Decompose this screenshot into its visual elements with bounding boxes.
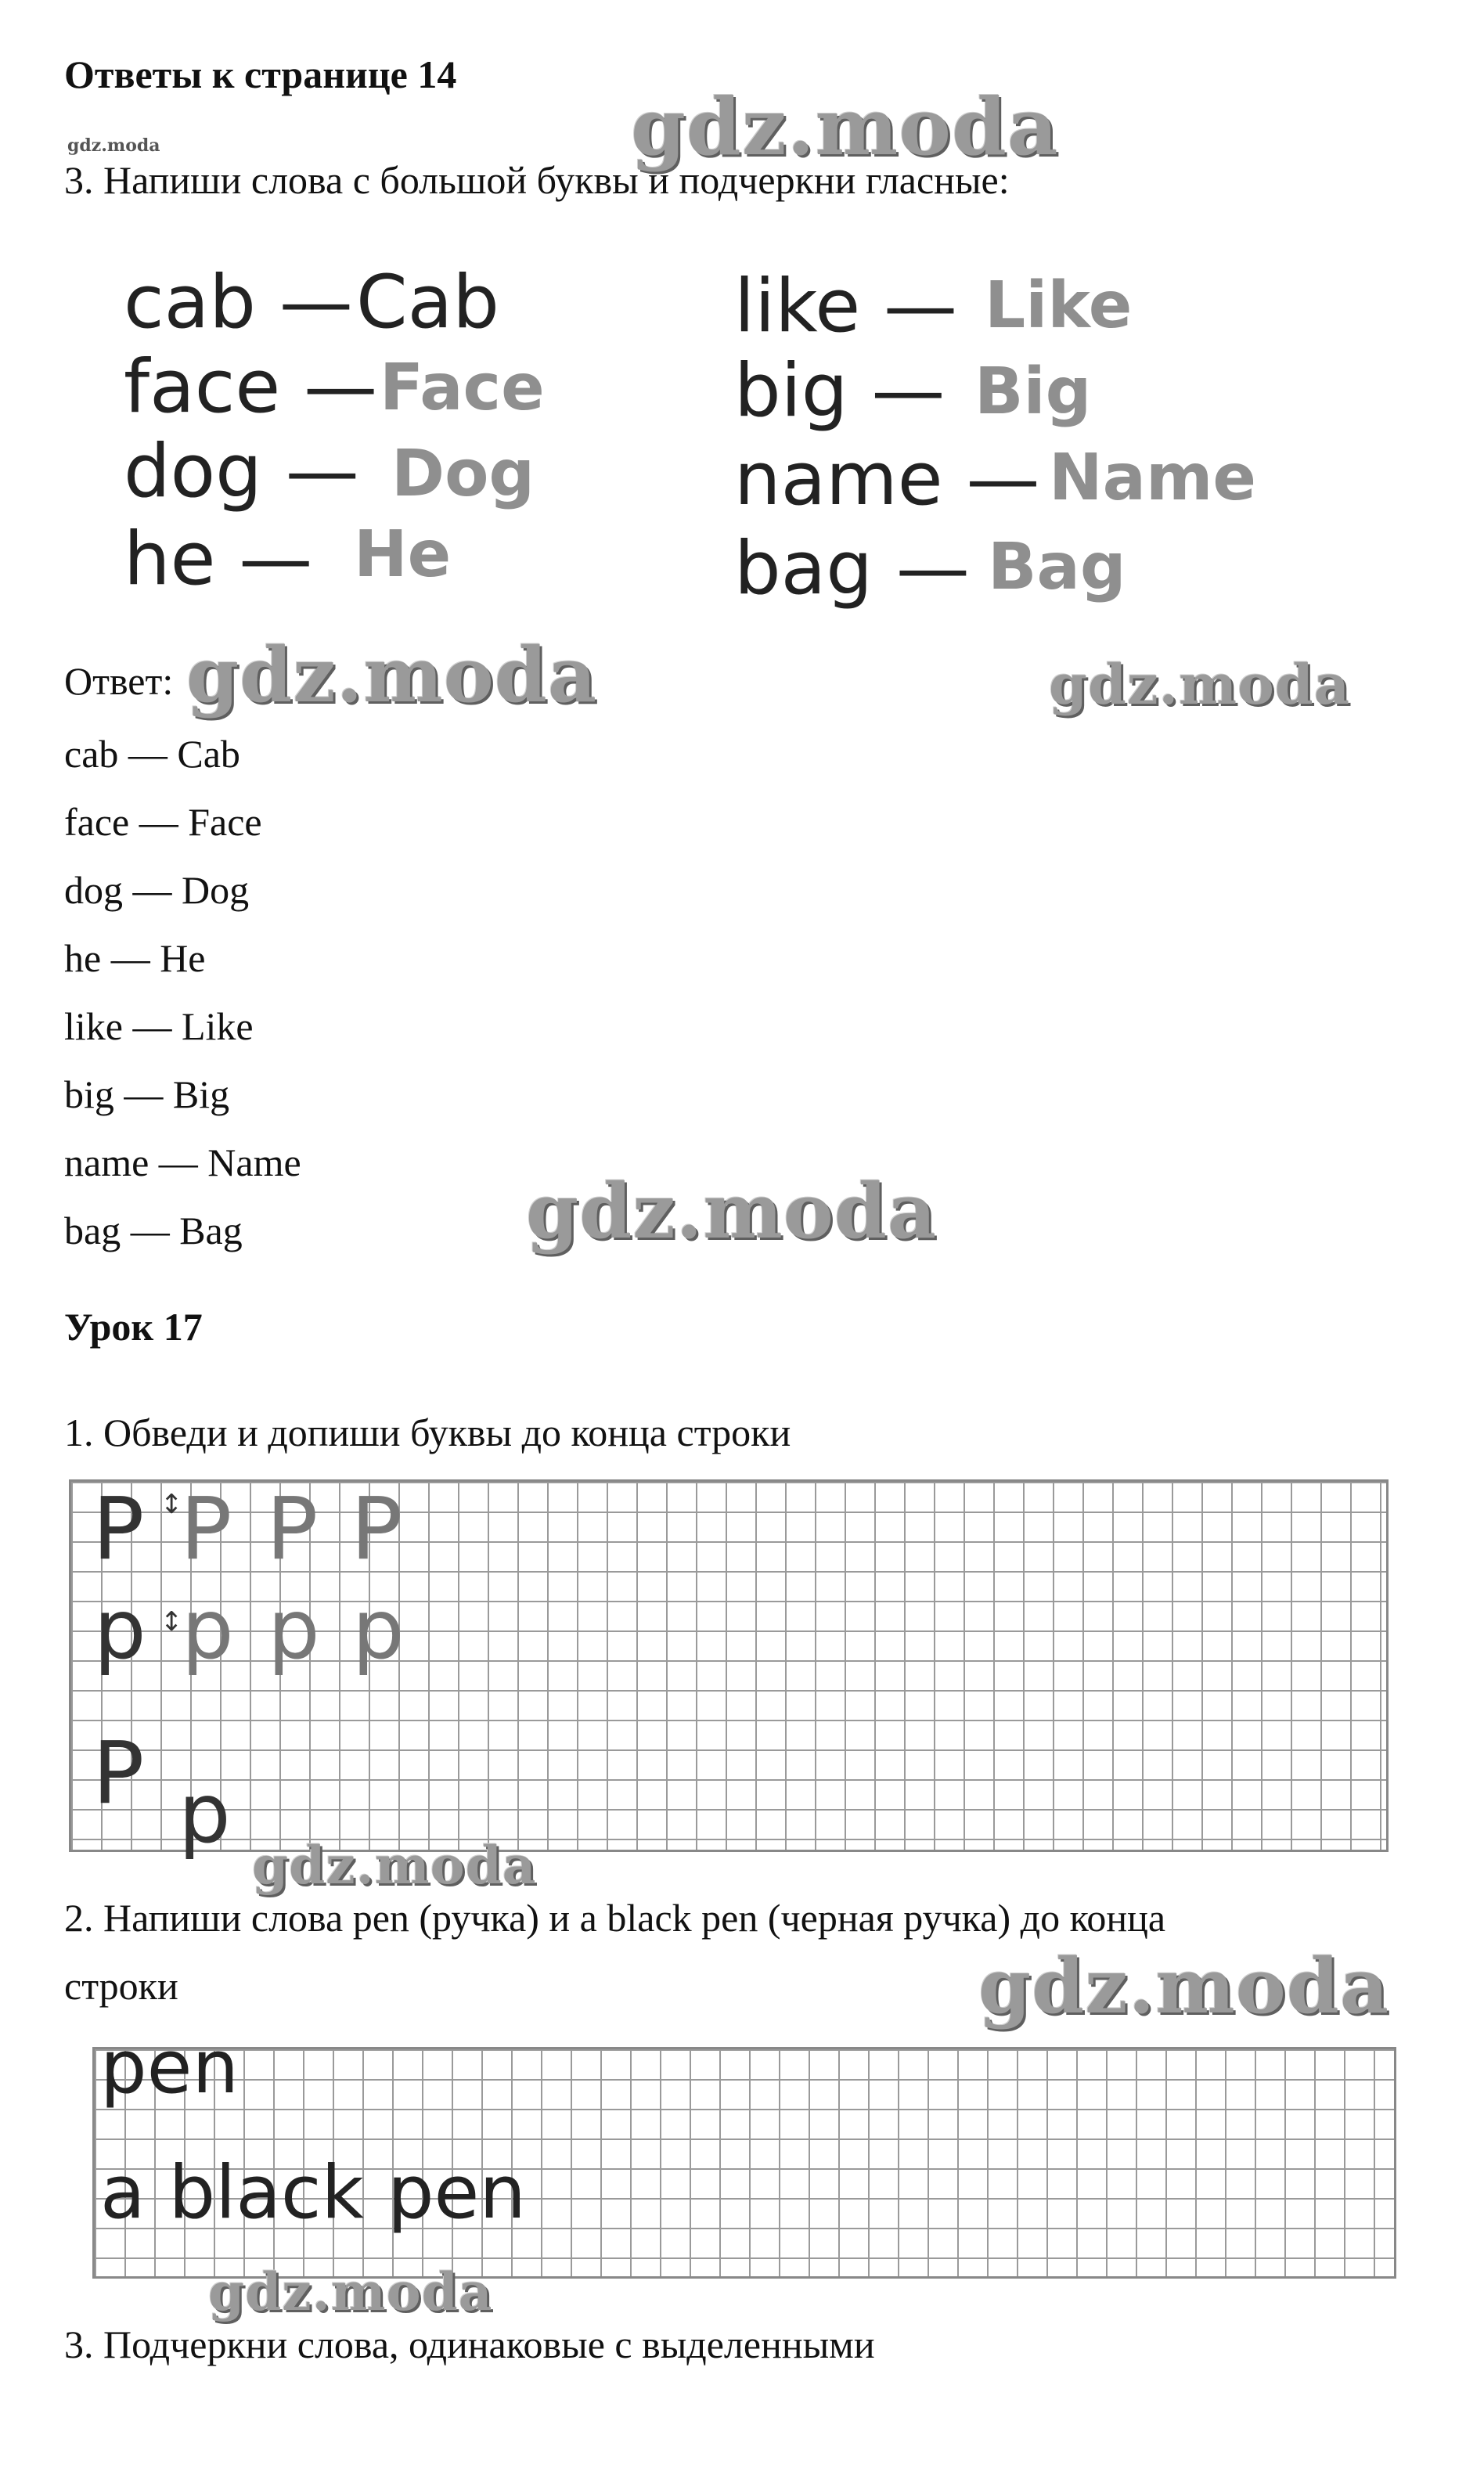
phrase-black-pen: a black pen	[100, 2150, 526, 2236]
letter-row1: P	[351, 1479, 403, 1579]
answer-line: like — Like	[64, 1004, 254, 1048]
letter-row1: P	[92, 1479, 145, 1579]
answer-line: bag — Bag	[64, 1209, 243, 1252]
answer-label: Ответ:	[64, 659, 174, 703]
watermark: gdz.moda	[1049, 652, 1351, 717]
page-title: Ответы к странице 14	[64, 52, 457, 96]
letter-row2: p	[182, 1582, 234, 1677]
letter-row2: p	[352, 1582, 405, 1677]
answer-name: Name	[1049, 441, 1257, 515]
word-he: he —	[124, 517, 313, 602]
watermark: gdz.moda	[631, 81, 1059, 173]
answer-like: Like	[985, 268, 1133, 343]
answer-line: big — Big	[64, 1072, 230, 1116]
watermark-small: gdz.moda	[67, 135, 160, 156]
word-like: like —	[734, 264, 958, 349]
answer-line: dog — Dog	[64, 868, 250, 912]
watermark: gdz.moda	[208, 2261, 493, 2322]
word-cab: cab —	[124, 260, 353, 345]
word-big: big —	[734, 348, 946, 434]
task2-heading: 2. Напиши слова pen (ручка) и a black pen (черная ручка) до конца	[64, 1896, 1166, 1940]
answer-he: He	[354, 517, 452, 592]
answer-cab: Cab	[356, 260, 499, 345]
letter-row2: p	[268, 1582, 320, 1677]
answer-dog: Dog	[391, 437, 535, 511]
task3-heading: 3. Напиши слова с большой буквы и подчеркни гласные:	[64, 158, 1010, 202]
lesson-title: Урок 17	[64, 1305, 203, 1349]
arrow-down-icon: ↕	[160, 1606, 183, 1638]
letter-row1: P	[180, 1479, 232, 1579]
task1-heading: 1. Обведи и допиши буквы до конца строки	[64, 1411, 791, 1454]
watermark: gdz.moda	[186, 631, 598, 719]
task2-heading-cont: строки	[64, 1964, 178, 2008]
word-dog: dog —	[124, 429, 359, 514]
letter-row1: P	[266, 1479, 319, 1579]
letter-row2: p	[94, 1582, 146, 1677]
watermark: gdz.moda	[978, 1942, 1390, 2030]
word-face: face —	[124, 344, 378, 430]
answer-line: cab — Cab	[64, 732, 240, 776]
answer-bag: Bag	[988, 530, 1126, 604]
word-bag: bag —	[734, 526, 970, 611]
word-pen: pen	[100, 2025, 240, 2110]
answer-line: face — Face	[64, 800, 262, 844]
arrow-down-icon: ↕	[160, 1489, 183, 1520]
task3-lesson-heading: 3. Подчеркни слова, одинаковые с выделенными	[64, 2322, 875, 2366]
answer-line: name — Name	[64, 1140, 301, 1184]
letter-row3: p	[178, 1766, 231, 1861]
letter-row3: P	[92, 1723, 145, 1823]
watermark: gdz.moda	[526, 1167, 938, 1256]
answer-line: he — He	[64, 936, 206, 980]
answer-big: Big	[974, 355, 1092, 429]
answer-face: Face	[380, 351, 545, 425]
word-name: name —	[734, 437, 1040, 522]
answer-list	[64, 720, 301, 1265]
watermark: gdz.moda	[252, 1835, 537, 1896]
